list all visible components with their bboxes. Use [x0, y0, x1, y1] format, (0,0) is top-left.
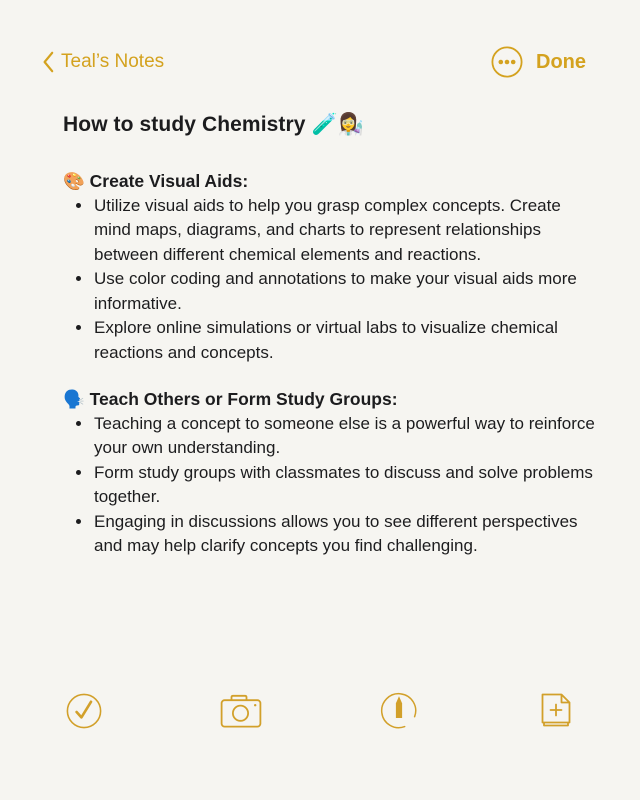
markup-button[interactable] — [377, 689, 421, 733]
bullet-item[interactable]: • Utilize visual aids to help you grasp complex concepts. Create mind maps, diagrams, and charts to represent relationships between different chemical elements and reactions. — [93, 194, 595, 268]
back-label: Teal’s Notes — [61, 51, 165, 72]
bullet-list — [63, 194, 595, 366]
bottom-toolbar — [0, 689, 640, 733]
section-heading[interactable]: 🗣️ Teach Others or Form Study Groups: — [63, 389, 398, 409]
marker-icon — [378, 690, 420, 732]
navigation-bar — [0, 44, 640, 80]
ellipsis-circle-icon — [491, 46, 523, 78]
bullet-item[interactable]: • Engaging in discussions allows you to see different perspectives and may help clarify concepts you find challenging. — [93, 510, 595, 559]
chevron-left-icon — [42, 51, 54, 73]
note-section-visual-aids — [63, 169, 595, 365]
note-editor[interactable] — [63, 112, 595, 559]
bullet-item[interactable]: • Explore online simulations or virtual labs to visualize chemical reactions and concepts. — [93, 316, 595, 365]
camera-button[interactable] — [219, 689, 263, 733]
done-button[interactable]: Done — [536, 50, 586, 73]
back-button[interactable] — [42, 51, 164, 73]
camera-icon — [220, 693, 262, 729]
note-title[interactable]: How to study Chemistry 🧪👩‍🔬 — [63, 113, 364, 136]
note-section-study-groups — [63, 387, 595, 559]
bullet-list — [63, 412, 595, 559]
bullet-item[interactable]: • Teaching a concept to someone else is a powerful way to reinforce your own understanding. — [93, 412, 595, 461]
header-right-group — [491, 46, 586, 78]
bullet-item[interactable]: • Form study groups with classmates to discuss and solve problems together. — [93, 461, 595, 510]
more-button[interactable] — [491, 46, 523, 78]
new-note-button[interactable] — [534, 689, 578, 733]
checkmark-circle-icon — [64, 691, 104, 731]
new-note-icon — [536, 690, 576, 732]
bullet-item[interactable]: • Use color coding and annotations to make your visual aids more informative. — [93, 267, 595, 316]
checklist-button[interactable] — [62, 689, 106, 733]
section-heading[interactable]: 🎨 Create Visual Aids: — [63, 171, 249, 191]
